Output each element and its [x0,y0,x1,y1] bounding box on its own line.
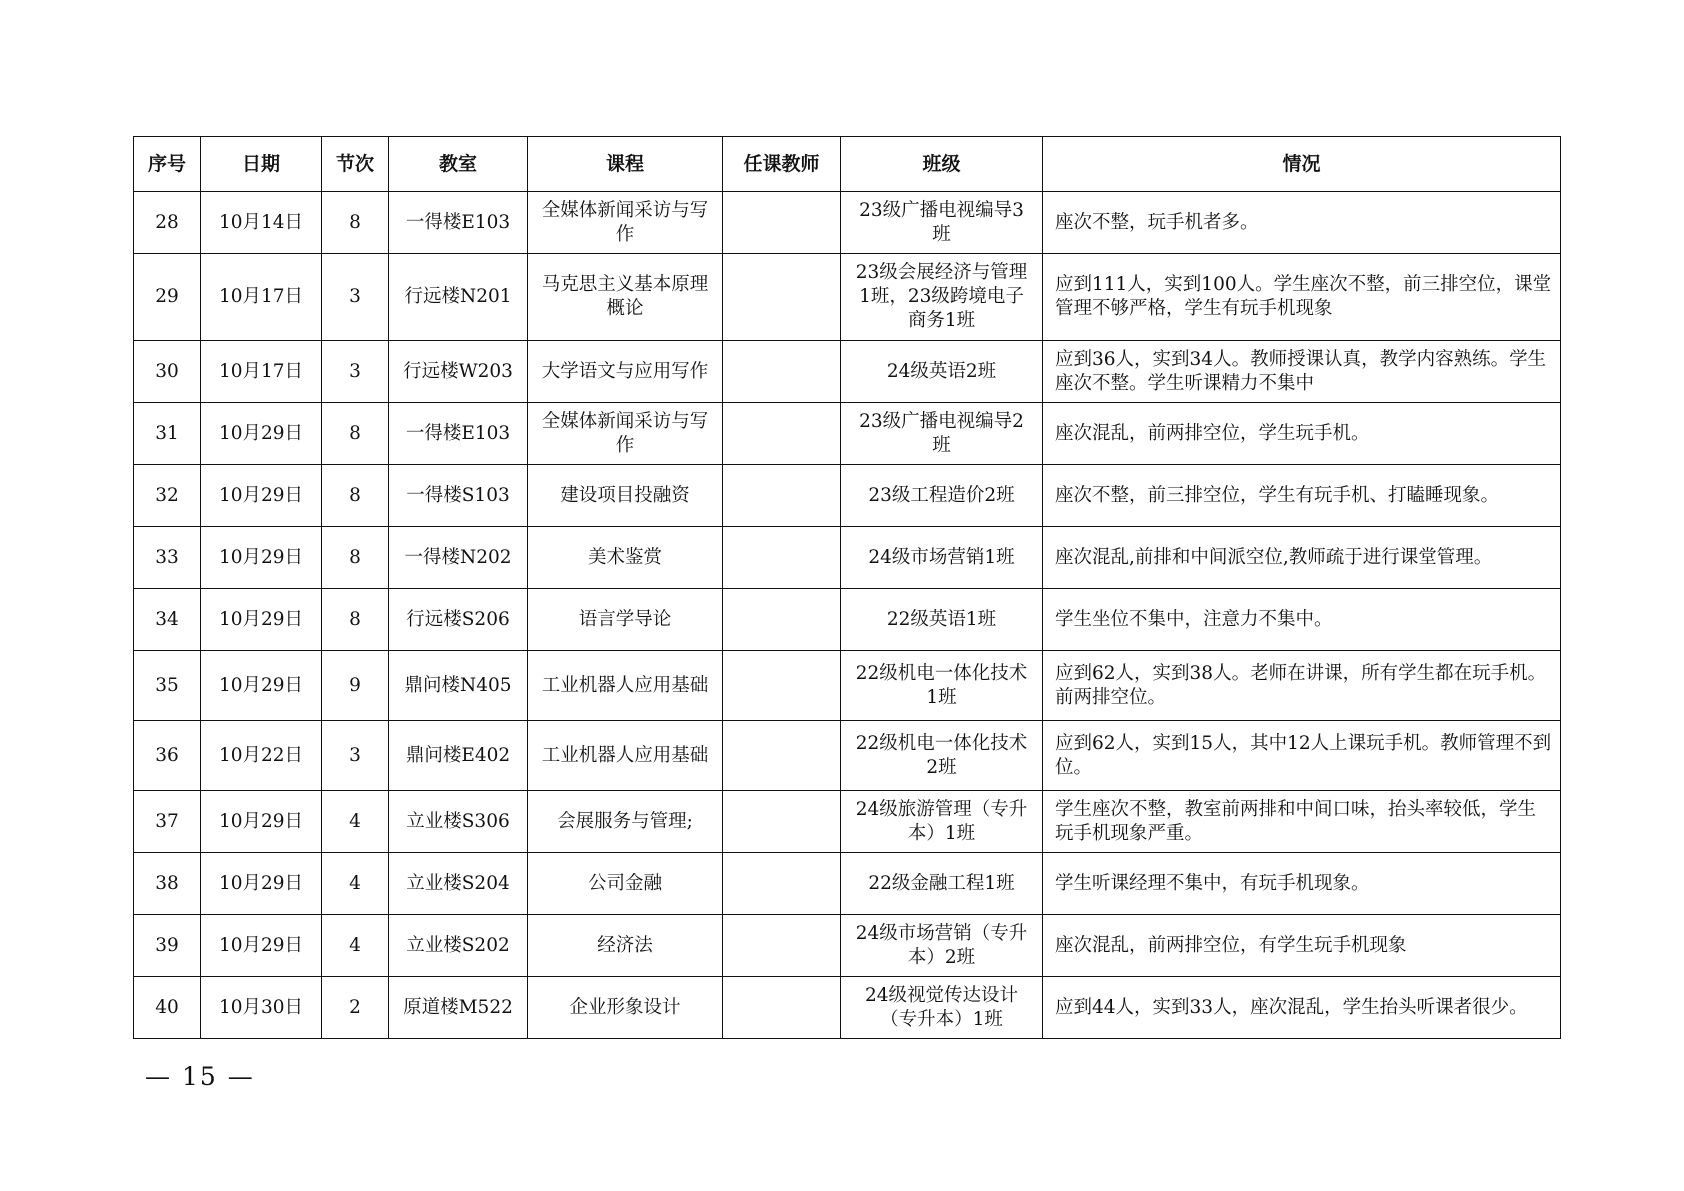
page-number: — 15 — [145,1062,255,1091]
cell-teacher [723,527,841,589]
cell-situation: 应到36人，实到34人。教师授课认真，教学内容熟练。学生座次不整。学生听课精力不集中 [1043,341,1561,403]
cell-course: 语言学导论 [528,589,723,651]
cell-course: 马克思主义基本原理概论 [528,254,723,341]
cell-course: 全媒体新闻采访与写作 [528,192,723,254]
cell-room: 一得楼S103 [389,465,528,527]
cell-course: 大学语文与应用写作 [528,341,723,403]
cell-course: 全媒体新闻采访与写作 [528,403,723,465]
cell-teacher [723,192,841,254]
cell-room: 一得楼E103 [389,403,528,465]
cell-class: 22级金融工程1班 [841,853,1043,915]
cell-period: 8 [322,192,389,254]
cell-class: 24级英语2班 [841,341,1043,403]
cell-teacher [723,403,841,465]
cell-date: 10月29日 [201,651,322,721]
cell-room: 行远楼W203 [389,341,528,403]
cell-course: 会展服务与管理; [528,791,723,853]
cell-period: 8 [322,403,389,465]
table-row [134,977,1561,1039]
cell-room: 原道楼M522 [389,977,528,1039]
cell-teacher [723,977,841,1039]
cell-situation: 座次不整，玩手机者多。 [1043,192,1561,254]
cell-situation: 应到62人，实到38人。老师在讲课，所有学生都在玩手机。前两排空位。 [1043,651,1561,721]
table-row [134,791,1561,853]
cell-class: 24级视觉传达设计（专升本）1班 [841,977,1043,1039]
cell-date: 10月14日 [201,192,322,254]
cell-course: 企业形象设计 [528,977,723,1039]
header-situation: 情况 [1043,137,1561,192]
table-row [134,527,1561,589]
table-row [134,721,1561,791]
cell-period: 8 [322,589,389,651]
table-row [134,589,1561,651]
header-no: 序号 [134,137,201,192]
cell-course: 工业机器人应用基础 [528,651,723,721]
cell-teacher [723,853,841,915]
cell-no: 33 [134,527,201,589]
cell-situation: 座次混乱，前两排空位，学生玩手机。 [1043,403,1561,465]
header-date: 日期 [201,137,322,192]
header-room: 教室 [389,137,528,192]
cell-room: 一得楼N202 [389,527,528,589]
cell-room: 行远楼N201 [389,254,528,341]
header-teacher: 任课教师 [723,137,841,192]
cell-teacher [723,791,841,853]
cell-no: 36 [134,721,201,791]
cell-teacher [723,465,841,527]
cell-teacher [723,721,841,791]
cell-no: 37 [134,791,201,853]
cell-situation: 学生座次不整，教室前两排和中间口味，抬头率较低，学生玩手机现象严重。 [1043,791,1561,853]
table-row [134,853,1561,915]
header-row [134,137,1561,192]
header-period: 节次 [322,137,389,192]
cell-period: 4 [322,853,389,915]
cell-period: 4 [322,791,389,853]
cell-period: 9 [322,651,389,721]
cell-course: 公司金融 [528,853,723,915]
cell-period: 3 [322,254,389,341]
table-row [134,254,1561,341]
cell-class: 24级旅游管理（专升本）1班 [841,791,1043,853]
cell-no: 39 [134,915,201,977]
cell-course: 工业机器人应用基础 [528,721,723,791]
cell-no: 34 [134,589,201,651]
cell-no: 40 [134,977,201,1039]
cell-room: 一得楼E103 [389,192,528,254]
cell-teacher [723,589,841,651]
cell-date: 10月17日 [201,254,322,341]
cell-date: 10月29日 [201,465,322,527]
cell-class: 22级机电一体化技术1班 [841,651,1043,721]
cell-date: 10月22日 [201,721,322,791]
cell-room: 行远楼S206 [389,589,528,651]
cell-situation: 学生坐位不集中，注意力不集中。 [1043,589,1561,651]
cell-room: 立业楼S202 [389,915,528,977]
table-row [134,651,1561,721]
table-row [134,465,1561,527]
cell-period: 3 [322,721,389,791]
cell-no: 28 [134,192,201,254]
cell-course: 美术鉴赏 [528,527,723,589]
cell-no: 30 [134,341,201,403]
cell-period: 3 [322,341,389,403]
cell-teacher [723,254,841,341]
cell-date: 10月17日 [201,341,322,403]
cell-situation: 应到111人，实到100人。学生座次不整，前三排空位，课堂管理不够严格，学生有玩手机现象 [1043,254,1561,341]
cell-no: 29 [134,254,201,341]
cell-room: 立业楼S204 [389,853,528,915]
cell-class: 22级英语1班 [841,589,1043,651]
table-body [134,192,1561,1039]
cell-date: 10月29日 [201,791,322,853]
cell-situation: 应到44人，实到33人，座次混乱，学生抬头听课者很少。 [1043,977,1561,1039]
inspection-table [133,136,1561,1039]
cell-class: 22级机电一体化技术2班 [841,721,1043,791]
cell-class: 23级会展经济与管理1班，23级跨境电子商务1班 [841,254,1043,341]
table-row [134,341,1561,403]
cell-class: 23级广播电视编导2班 [841,403,1043,465]
cell-room: 鼎问楼N405 [389,651,528,721]
cell-room: 鼎问楼E402 [389,721,528,791]
cell-date: 10月29日 [201,915,322,977]
cell-class: 23级广播电视编导3班 [841,192,1043,254]
cell-date: 10月29日 [201,403,322,465]
cell-teacher [723,651,841,721]
cell-class: 23级工程造价2班 [841,465,1043,527]
cell-date: 10月29日 [201,589,322,651]
cell-period: 8 [322,527,389,589]
cell-situation: 学生听课经理不集中，有玩手机现象。 [1043,853,1561,915]
cell-teacher [723,341,841,403]
cell-date: 10月29日 [201,527,322,589]
cell-period: 8 [322,465,389,527]
cell-no: 35 [134,651,201,721]
cell-teacher [723,915,841,977]
table-row [134,192,1561,254]
cell-situation: 座次不整，前三排空位，学生有玩手机、打瞌睡现象。 [1043,465,1561,527]
cell-no: 31 [134,403,201,465]
cell-course: 建设项目投融资 [528,465,723,527]
table-row [134,403,1561,465]
cell-class: 24级市场营销（专升本）2班 [841,915,1043,977]
cell-no: 32 [134,465,201,527]
header-course: 课程 [528,137,723,192]
header-class: 班级 [841,137,1043,192]
cell-no: 38 [134,853,201,915]
cell-date: 10月29日 [201,853,322,915]
cell-period: 4 [322,915,389,977]
cell-period: 2 [322,977,389,1039]
cell-situation: 座次混乱,前排和中间派空位,教师疏于进行课堂管理。 [1043,527,1561,589]
cell-situation: 座次混乱，前两排空位，有学生玩手机现象 [1043,915,1561,977]
cell-course: 经济法 [528,915,723,977]
cell-class: 24级市场营销1班 [841,527,1043,589]
cell-situation: 应到62人，实到15人，其中12人上课玩手机。教师管理不到位。 [1043,721,1561,791]
cell-date: 10月30日 [201,977,322,1039]
cell-room: 立业楼S306 [389,791,528,853]
table-row [134,915,1561,977]
